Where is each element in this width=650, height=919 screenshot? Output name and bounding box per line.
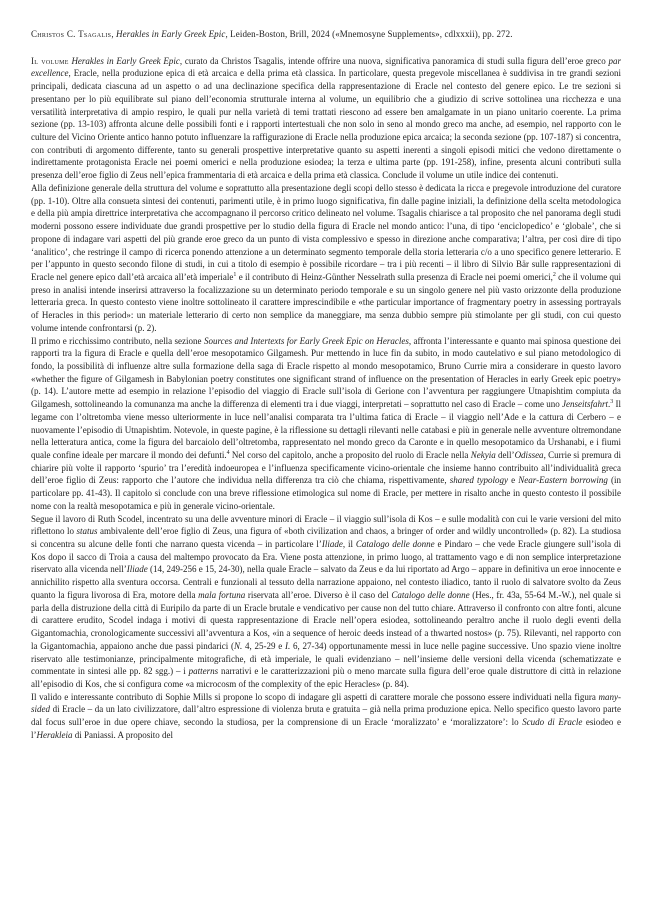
paragraph-text: di Eracle – da un lato civilizzatore, dall’altro espressione di violenza bruta e gratuita – già nella prima produzione epica. Nello specifico questo lavoro parte dal focus sull’eroe in due opere chiave, secondo la studiosa, per la comprensione di un Eracle ‘moralizzato’ e ‘moralizzatore’: lo xyxy=(31,704,621,728)
italic-text: Jenseitsfahrt xyxy=(561,399,608,410)
review-body xyxy=(31,55,621,742)
italic-text: Catalogo delle donne xyxy=(391,589,470,600)
italic-text: mala fortuna xyxy=(198,589,246,600)
italic-text: Herakleia xyxy=(36,729,73,740)
opening-words: Il volume xyxy=(31,55,69,66)
citation-author: Christos C. Tsagalis xyxy=(31,29,112,39)
paragraph-text: , il xyxy=(342,539,356,550)
paragraph-text: riservata all’eroe. Diverso è il caso del xyxy=(245,589,392,600)
italic-text: Iliade xyxy=(126,564,148,575)
paragraph-text: Il primo e ricchissimo contributo, nella sezione xyxy=(31,335,204,346)
body-paragraph xyxy=(31,513,621,691)
footnote-marker: 2 xyxy=(552,271,556,278)
footnote-marker: 4 xyxy=(226,450,230,456)
italic-text: Sources and Intertexts for Early Greek Epic on Heracles xyxy=(203,335,409,346)
italic-text: Iliade xyxy=(321,539,343,550)
italic-text: I. xyxy=(285,640,291,651)
italic-text: Catalogo delle donne xyxy=(355,539,435,550)
paragraph-text: ambivalente dell’eroe figlio di Zeus, una figura of «both civilization and chaos, a bringer of order and wildly uncontrolled» (p. 82). La studiosa si concentra su alcune delle fonti che narrano questa vicenda – in particolare l’ xyxy=(31,526,621,550)
footnote-marker: 1 xyxy=(233,271,237,278)
body-paragraph xyxy=(31,691,621,742)
paragraph-text: di Paniassi. A proposito del xyxy=(72,729,174,740)
italic-text: par excellence xyxy=(31,55,621,79)
paragraph-text: , Currie si premura di chiarire più volte il rapporto ‘spurio’ tra l’eredità indoeuropea e l’influenza specificamente vicino-orientale che insieme hanno contribuito all’individualità greca dell’eroe figlio di Zeus: rapporto che l’autore che individua nella differenza tra ciò che chiama, rispettivamente, xyxy=(31,450,622,486)
citation-details: , Leiden-Boston, Brill, 2024 («Mnemosyne Supplements», cdlxxxii), pp. 272. xyxy=(225,29,513,39)
paragraph-text: Segue il lavoro di Ruth Scodel, incentrato su una delle avventure minori di Eracle – il viaggio sull’isola di Kos – e sulle modalità con cui le varie versioni del mito riflettono lo xyxy=(31,513,621,537)
paragraph-text: e xyxy=(508,475,519,486)
paragraph-text: dell’ xyxy=(495,450,515,460)
paragraph-text: (in particolare pp. 41-43). Il capitolo si conclude con una breve riflessione etimologica sul nome di Eracle, per mettere in risalto anche in questo contesto il possibile nome con la realtà mesopotamica e più in generale vicino-orientale. xyxy=(31,475,621,511)
italic-text: many-sided xyxy=(31,691,621,715)
paragraph-text: Il valido e interessante contributo di Sophie Mills si propone lo scopo di indagare gli aspetti di carattere morale che possono essere individuati nella figura xyxy=(31,691,599,702)
review-citation xyxy=(31,28,621,41)
paragraph-text: 4, 25-29 e xyxy=(242,640,285,651)
paragraph-text: Alla definizione generale della struttura del volume e soprattutto alla presentazione degli scopi dello stesso è dedicata la ricca e pregevole introduzione del curatore (pp. 1-10). Oltre alla consueta sintesi dei contenuti, parimenti utile, è in primo luogo significativa, fin dalle pagine iniziali, la definizione della scelta metodologica e della più ampia direttrice interpretativa che accompagnano il percorso critico delineato nel volume. Tsagalis chiarisce a tal proposito che nel panorama degli studi moderni possono essere individuate due grandi prospettive per lo studio della figura di Eracle nel mondo antico: l’una, di tipo ‘enciclopedico’ e ‘globale’, che si propone di indagare vari aspetti del più grande eroe greco da un punto di vista complessivo e spesso in direzione anche comparativa; l’altra, per così dire di tipo ‘analitico’, che restringe il campo di ricerca ponendo attenzione a un determinato segmento temporale della storia letteraria c/o a uno specifico genere letterario. E per l’appunto in questo secondo filone di studi, in cui a titolo di esempio è possibile ricordare – tra i più recenti – il libro di Silvio Bär sulle rappresentazioni di Eracle nel genere epico dall’età arcaica all’età imperiale xyxy=(31,182,621,282)
italic-text: patterns xyxy=(188,666,219,677)
paragraph-text: che il volume qui preso in analisi intende inserirsi attraverso la focalizzazione su un determinato periodo temporale e su un singolo genere nel più vasto orizzonte della produzione letteraria greca. In questo contesto viene inoltre sottolineato il carattere imprescindibile e «the particular importance of fragmentary poetry in assessing portrayals of Heracles in this period»: un materiale letterario di certo non semplice da maneggiare, ma senza dubbio sempre più stimolante per gli studi, con cui questo volume intende confrontarsi (p. 2). xyxy=(31,271,621,333)
paragraph-text: 6, 27-34) opportunamente messi in luce nelle pagine successive. Uno spazio viene inoltre riservato alle testimonianze, principalmente mitografiche, di età imperiale, le quali evidenziano – nell’insieme delle versioni della vicenda (schematizzate e commentate in sintesi alle pp. 82 sgg.) – i xyxy=(31,640,621,677)
footnote-marker: 3 xyxy=(610,399,614,406)
paragraph-text: narrativi e le caratterizzazioni più o meno marcate sulla figura dell’eroe quale distruttore di città in relazione all’episodio di Kos, che si configura come «a microcosm of the complexity of the epic Heracles» (p. 84). xyxy=(31,666,621,689)
paragraph-text: Il legame con l’oltretomba viene messo ulteriormente in luce nell’analisi comparata tra l’ultima fatica di Eracle – il viaggio nell’Ade e la cattura di Cerbero – e nuovamente l’episodio di Utnapishtim. Notevole, in queste pagine, è la riflessione su dettagli rilevanti nelle catabasi e più in generale nelle avventure oltremondane nella letteratura antica, come la figura del barcaiolo dell’oltretomba, rappresentato nel mondo greco da Caronte e in quello mesopotamico da Urshanabi, e i fiumi quale confine ideale per marcare il mondo dei defunti. xyxy=(31,399,621,460)
paragraph-text: (14, 249-256 e 15, 24-30), nella quale Eracle – salvato da Zeus e da lui riportato ad Argo – appare in definitiva un eroe innocente e annichilito rispetto alla sventura occorsa. Centrali e funzionali al tessuto della narrazione appaiono, nel contesto iliadico, tanto il ruolo di salvatore svolto da Zeus quanto la figura livorosa di Era, motore della xyxy=(31,564,621,600)
italic-text: Herakles in Early Greek Epic xyxy=(71,55,180,66)
paragraph-text: e Pindaro – che vede Eracle giungere sull’isola di Kos dopo il sacco di Troia a causa del maltempo provocato da Era. Viene posta attenzione, in primo luogo, al trattamento vago e di non semplice interpretazione riservato alla vicenda nell’ xyxy=(31,539,621,575)
paragraph-text: e il contributo di Heinz-Günther Nesselrath sulla presenza di Eracle nei poemi omerici, xyxy=(236,271,553,282)
paragraph-text: , affronta l’interessante e quanto mai spinosa questione dei rapporti tra la figura di Eracle e quella dell’eroe mesopotamico Gilgamesh. Pur mettendo in luce fin da subito, in modo cautelativo e sul piano metodologico di fondo, la possibilità di influenze altre sulla formazione della saga di Eracle rispetto al mondo mesopotamico, Bruno Currie mira a considerare in questo lavoro «whether the figure of Gilgamesh in Babylonian poetry constitutes one significant strand of influence on the presentation of Heracles in early Greek epic poetry» (p. 14). L’autore mette ad esempio in relazione l’episodio del viaggio di Eracle sull’isola di Gerione con l’avventura per raggiungere Utnapishtim compiuta da Gilgamesh, sottolineando la comunanza ma anche la differenza di elementi tra i due viaggi, interpretati – soprattutto nel caso di Eracle – come uno xyxy=(31,335,621,410)
italic-text: status xyxy=(76,526,98,537)
body-paragraph xyxy=(31,182,621,335)
paragraph-text: (Hes., fr. 43a, 55-64 M.-W.), nel quale si parla della distruzione della città di Euripilo da parte di un Eracle brutale e vendicativo per cause non del tutto chiare. Attraverso il confronto con altre fonti, alcune di carattere erudito, Scodel indaga i motivi di questa rappresentazione di Eracle nell’opera esiodea, sottolineando peraltro anche il ruolo degli eventi della Gigantomachia, cronologicamente successivi all’avventura a Kos, «in a sequence of heroic deeds instead of a thwarted nostos» (p. 75). Rilevanti, nel rapporto con la Gigantomachia, appaiono anche due passi pindarici ( xyxy=(31,589,621,651)
citation-separator: , xyxy=(111,29,117,39)
paragraph-text: esiodeo e l’ xyxy=(31,717,621,740)
paragraph-text: , curato da Christos Tsagalis, intende offrire una nuova, significativa panoramica di studi sulla figura dell’eroe greco xyxy=(179,55,609,66)
body-paragraph xyxy=(31,55,621,182)
body-paragraph xyxy=(31,335,621,513)
italic-text: Scudo di Eracle xyxy=(522,717,583,728)
italic-text: shared typology xyxy=(449,475,508,486)
italic-text: Near-Eastern borrowing xyxy=(518,475,608,486)
paragraph-text: . xyxy=(607,399,611,410)
italic-text: Odissea xyxy=(514,450,544,460)
paragraph-text: Nel corso del capitolo, anche a proposito del ruolo di Eracle nella xyxy=(229,450,471,460)
citation-book-title: Herakles in Early Greek Epic xyxy=(116,29,226,39)
italic-text: Nekyia xyxy=(470,450,496,460)
italic-text: N. xyxy=(233,640,243,651)
paragraph-text: , Eracle, nella produzione epica di età arcaica e della prima età classica. In particolare, questa pregevole miscellanea è suddivisa in tre grandi sezioni principali, dedicata ciascuna ad un aspetto o ad una declinazione specifica della rappresentazione di Eracle nel contesto del genere epico. Le tre sezioni si presentano per lo più equilibrate sul piano dell’economia strutturale interna al volume, un equilibrio che a giudizio di scrive sottolinea una ricchezza e una versatilità interpretativa di ampio respiro, le quali pur nella varietà di temi trattati riescono ad essere ben amalgamate in un piano unitario coerente. La prima sezione (pp. 13-103) affronta alcune delle possibili fonti e i rapporti intertestuali che non solo in seno al mondo greco ma anche, ad esempio, nel rapporto con le culture del Vicino Oriente antico hanno potuto influenzare la raffigurazione di Eracle nella produzione epica arcaica; la seconda sezione (pp. 107-187) si concentra, con contributi di argomento differente, tanto su generali prospettive interpretative quanto su aspetti inerenti a singoli episodi mitici che vedono direttamente o indirettamente protagonista Eracle nei poemi omerici e nella produzione esiodea; la terza e ultima parte (pp. 191-258), infine, presenta alcuni contributi sulla presenza dell’eroe figlio di Zeus nell’epica frammentaria di età arcaica e della prima età classica. Conclude il volume un utile indice dei contenuti. xyxy=(31,68,621,181)
review-page xyxy=(31,28,621,742)
